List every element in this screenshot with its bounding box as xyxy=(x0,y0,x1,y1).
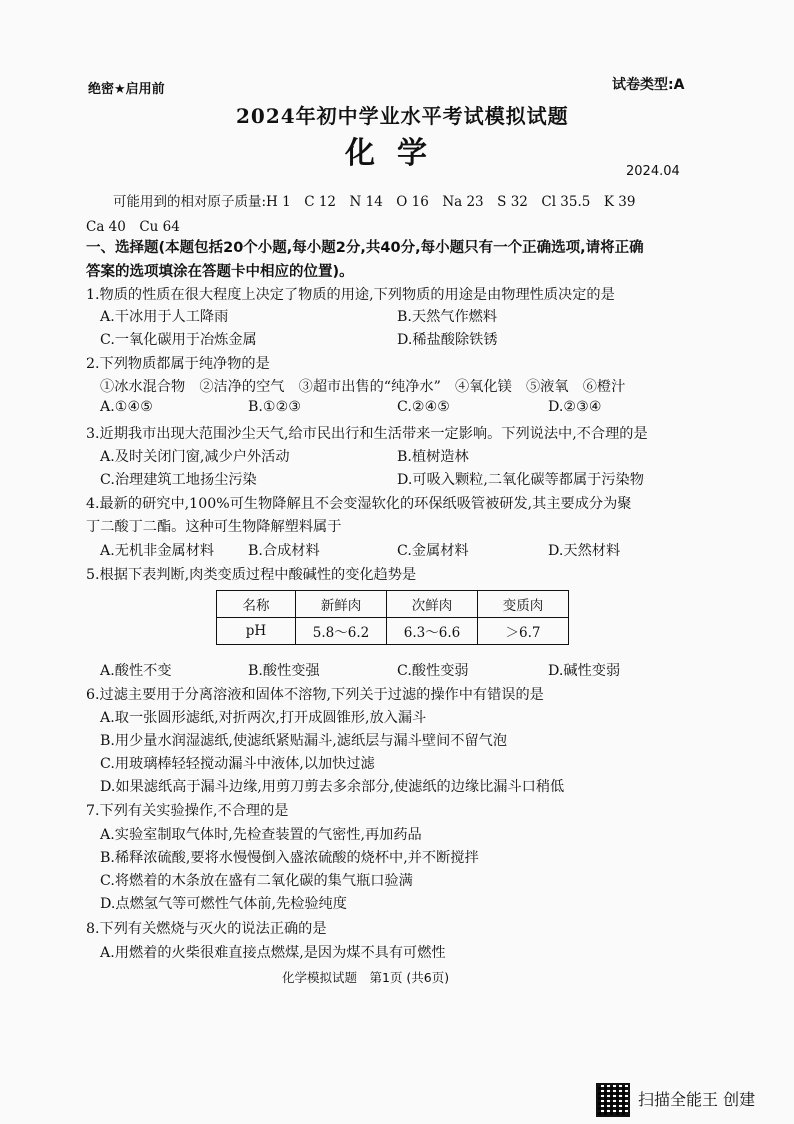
exam-title: 2024年初中学业水平考试模拟试题 xyxy=(236,104,569,128)
q2-stem: 2.下列物质都属于纯净物的是 xyxy=(86,356,270,372)
table-header-row xyxy=(217,591,569,618)
q7-stem: 7.下列有关实验操作,不合理的是 xyxy=(86,803,289,819)
q5-option-b: B.酸性变强 xyxy=(248,663,320,679)
table-header-cell: 新鲜肉 xyxy=(296,591,387,618)
q3-option-d: D.可吸入颗粒,二氧化碳等都属于污染物 xyxy=(397,472,644,488)
q2-option-b: B.①②③ xyxy=(248,399,302,415)
q2-option-c: C.②④⑤ xyxy=(397,399,451,415)
q4-option-d: D.天然材料 xyxy=(548,543,621,559)
exam-date: 2024.04 xyxy=(626,164,680,179)
q6-stem: 6.过滤主要用于分离溶液和固体不溶物,下列关于过滤的操作中有错误的是 xyxy=(86,687,544,703)
q8-option-a: A.用燃着的火柴很难直接点燃煤,是因为煤不具有可燃性 xyxy=(100,945,446,961)
q3-option-a: A.及时关闭门窗,减少户外活动 xyxy=(100,449,290,465)
q5-option-c: C.酸性变弱 xyxy=(397,663,469,679)
table-header-cell: 次鲜肉 xyxy=(387,591,478,618)
q8-stem: 8.下列有关燃烧与灭火的说法正确的是 xyxy=(86,921,327,937)
q6-option-b: B.用少量水润湿滤纸,使滤纸紧贴漏斗,滤纸层与漏斗壁间不留气泡 xyxy=(100,733,508,749)
q4-stem-line-1: 4.最新的研究中,100%可生物降解且不会变湿软化的环保纸吸管被研发,其主要成分为聚 xyxy=(86,496,632,512)
atomic-mass-line-2: Ca 40 Cu 64 xyxy=(86,219,180,235)
q1-option-b: B.天然气作燃料 xyxy=(397,309,498,325)
table-row xyxy=(217,618,569,645)
table-cell: 5.8～6.2 xyxy=(296,618,387,645)
q4-option-c: C.金属材料 xyxy=(397,543,469,559)
section-heading-line-2: 答案的选项填涂在答题卡中相应的位置)。 xyxy=(86,264,354,280)
secret-label: 绝密★启用前 xyxy=(88,82,165,97)
q3-option-b: B.植树造林 xyxy=(397,449,469,465)
q5-option-d: D.碱性变弱 xyxy=(548,663,621,679)
q6-option-c: C.用玻璃棒轻轻搅动漏斗中液体,以加快过滤 xyxy=(100,756,375,772)
q6-option-a: A.取一张圆形滤纸,对折两次,打开成圆锥形,放入漏斗 xyxy=(100,710,427,726)
table-cell: 6.3～6.6 xyxy=(387,618,478,645)
q6-option-d: D.如果滤纸高于漏斗边缘,用剪刀剪去多余部分,使滤纸的边缘比漏斗口稍低 xyxy=(100,779,565,795)
q4-stem-line-2: 丁二酸丁二酯。这种可生物降解塑料属于 xyxy=(86,519,342,535)
q4-option-b: B.合成材料 xyxy=(248,543,320,559)
q5-option-a: A.酸性不变 xyxy=(100,663,172,679)
q7-option-c: C.将燃着的木条放在盛有二氧化碳的集气瓶口验满 xyxy=(100,873,413,889)
subject-title: 化学 xyxy=(345,136,449,171)
paper-type-label: 试卷类型:A xyxy=(612,77,685,93)
q3-stem: 3.近期我市出现大范围沙尘天气,给市民出行和生活带来一定影响。下列说法中,不合理的是 xyxy=(86,426,648,442)
table-cell: ＞6.7 xyxy=(478,618,569,645)
scanner-watermark: 扫描全能王 创建 xyxy=(638,1090,756,1109)
q2-option-a: A.①④⑤ xyxy=(100,399,153,415)
ph-table xyxy=(216,590,569,645)
q2-option-d: D.②③④ xyxy=(548,399,602,415)
q1-option-d: D.稀盐酸除铁锈 xyxy=(397,332,498,348)
page-footer: 化学模拟试题 第1页 (共6页) xyxy=(282,970,450,985)
q1-option-c: C.一氧化碳用于冶炼金属 xyxy=(100,332,257,348)
q7-option-a: A.实验室制取气体时,先检查装置的气密性,再加药品 xyxy=(100,827,422,843)
q2-items: ①冰水混合物 ②洁净的空气 ③超市出售的“纯净水” ④氧化镁 ⑤液氧 ⑥橙汁 xyxy=(100,379,626,395)
section-heading-line-1: 一、选择题(本题包括20个小题,每小题2分,共40分,每小题只有一个正确选项,请将正确 xyxy=(86,240,644,256)
q3-option-c: C.治理建筑工地扬尘污染 xyxy=(100,472,257,488)
table-header-cell: 变质肉 xyxy=(478,591,569,618)
table-cell: pH xyxy=(217,618,296,645)
table-header-cell: 名称 xyxy=(217,591,296,618)
atomic-mass-line-1: 可能用到的相对原子质量:H 1 C 12 N 14 O 16 Na 23 S 32 Cl 35.5 K 39 xyxy=(113,194,636,210)
q5-stem: 5.根据下表判断,肉类变质过程中酸碱性的变化趋势是 xyxy=(86,567,417,583)
q7-option-b: B.稀释浓硫酸,要将水慢慢倒入盛浓硫酸的烧杯中,并不断搅拌 xyxy=(100,850,479,866)
q4-option-a: A.无机非金属材料 xyxy=(100,543,215,559)
qr-code-icon xyxy=(596,1083,630,1117)
q7-option-d: D.点燃氢气等可燃性气体前,先检验纯度 xyxy=(100,896,347,912)
q1-option-a: A.干冰用于人工降雨 xyxy=(100,309,229,325)
q1-stem: 1.物质的性质在很大程度上决定了物质的用途,下列物质的用途是由物理性质决定的是 xyxy=(86,287,615,303)
